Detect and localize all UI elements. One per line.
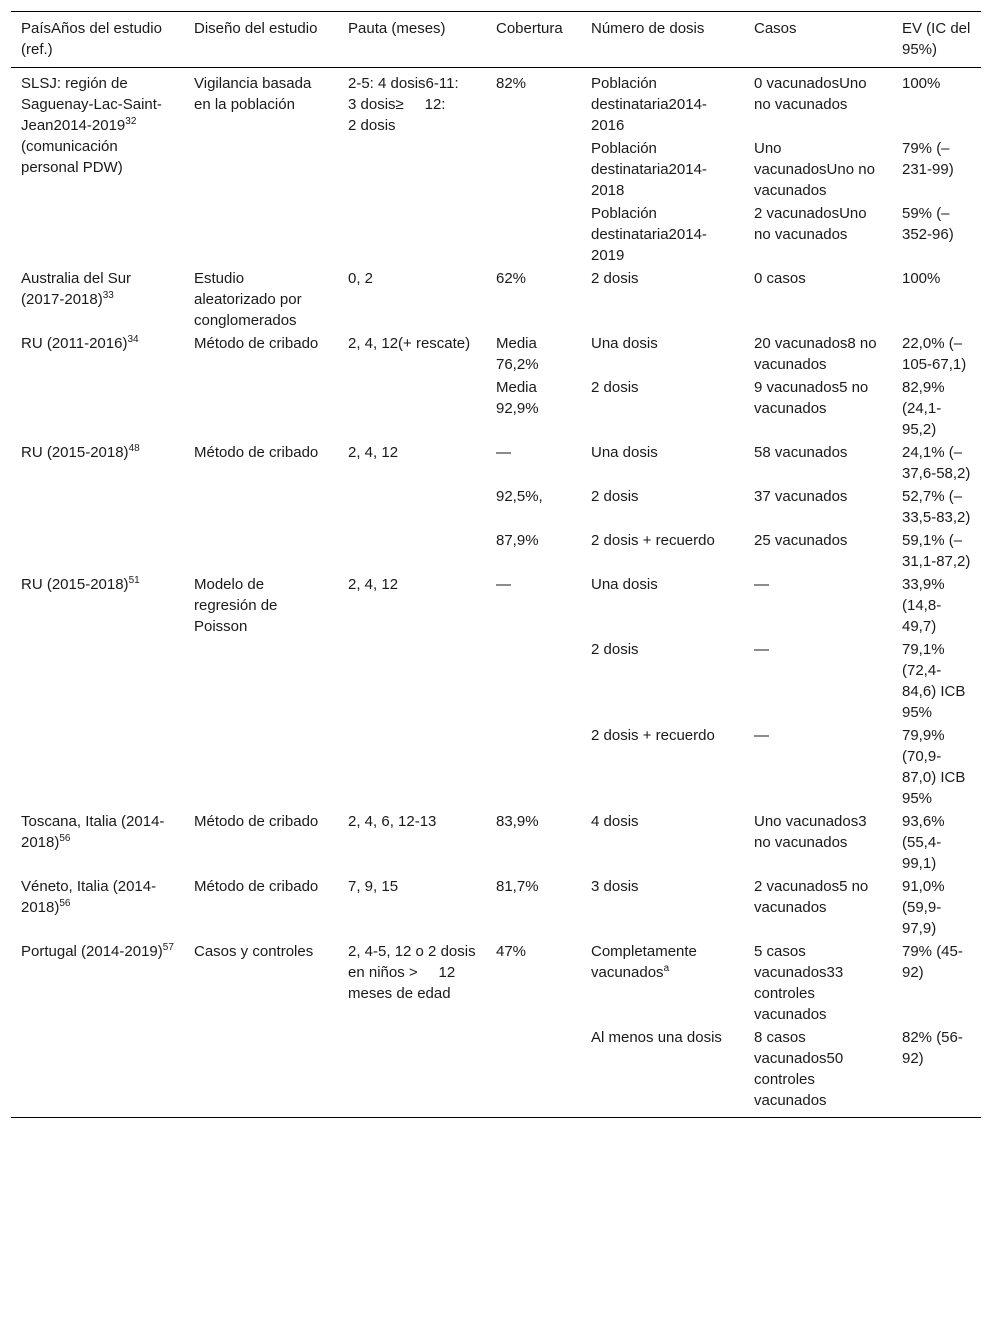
- header-doses: Número de dosis: [591, 20, 705, 37]
- coverage-cell: 92,5%,: [496, 488, 543, 505]
- cases-cell: —: [754, 727, 769, 744]
- cases-cell: 2 vacunados5 no vacunados: [754, 878, 869, 916]
- reference-number: 34: [127, 334, 139, 345]
- doses-text: Completamente vacunados: [591, 943, 697, 981]
- doses-cell: [581, 940, 744, 1026]
- doses-cell: Una dosis: [591, 444, 658, 461]
- reference-number: 48: [128, 443, 140, 454]
- doses-cell: 2 dosis: [591, 270, 639, 287]
- table-header-row: [11, 12, 981, 68]
- schedule-cell: [338, 68, 486, 268]
- design-cell: Método de cribado: [194, 813, 319, 830]
- design-cell: Modelo de regresión de Poisson: [194, 576, 278, 635]
- ev-cell: 100%: [902, 75, 941, 92]
- ev-cell: 91,0% (59,9-97,9): [902, 878, 945, 937]
- country-cell: [11, 332, 184, 441]
- cases-cell: 9 vacunados5 no vacunados: [754, 379, 869, 417]
- cases-cell: 8 casos vacunados50 controles vacunados: [754, 1029, 844, 1109]
- coverage-cell: —: [496, 576, 511, 593]
- schedule-cell: 2, 4-5, 12 o 2 dosis en niños > 12 meses de edad: [348, 943, 480, 1002]
- doses-cell: 2 dosis + recuerdo: [591, 532, 715, 549]
- schedule-cell: 2, 4, 12: [348, 576, 399, 593]
- footnote-marker: a: [663, 963, 670, 974]
- cases-cell: 2 vacunadosUno no vacunados: [754, 205, 867, 243]
- vaccine-effectiveness-table: [11, 11, 981, 1118]
- coverage-cell: 47%: [496, 943, 527, 960]
- table-row: [11, 940, 981, 1026]
- reference-number: 57: [162, 942, 174, 953]
- country-text: RU (2015-2018): [21, 576, 129, 593]
- country-cell: [11, 875, 184, 940]
- coverage-cell: Media 76,2%: [496, 335, 539, 373]
- table-row: [11, 332, 981, 376]
- cases-cell: Uno vacunadosUno no vacunados: [754, 140, 875, 199]
- reference-number: 32: [125, 116, 137, 127]
- coverage-cell: Media 92,9%: [496, 379, 539, 417]
- cases-cell: 0 casos: [754, 270, 806, 287]
- design-cell: Casos y controles: [194, 943, 314, 960]
- header-cases: Casos: [754, 20, 797, 37]
- ev-cell: 22,0% (–105-67,1): [902, 335, 967, 373]
- table-row: [11, 267, 981, 332]
- design-cell: Método de cribado: [194, 335, 319, 352]
- doses-cell: 4 dosis: [591, 813, 639, 830]
- cases-cell: 37 vacunados: [754, 488, 848, 505]
- coverage-cell: 82%: [496, 75, 527, 92]
- cases-cell: 58 vacunados: [754, 444, 848, 461]
- reference-number: 51: [128, 575, 140, 586]
- cases-cell: —: [754, 576, 769, 593]
- doses-cell: 2 dosis: [591, 379, 639, 396]
- schedule-line: 2-5: 4 dosis6-11:: [348, 75, 459, 92]
- doses-cell: Población destinataria2014-2018: [591, 140, 707, 199]
- table-row: [11, 875, 981, 940]
- schedule-line: 3 dosis≥ 12:: [348, 96, 446, 113]
- country-text: Australia del Sur (2017-2018): [21, 270, 132, 308]
- cases-cell: —: [754, 641, 769, 658]
- ev-cell: 59% (–352-96): [902, 205, 954, 243]
- design-cell: Método de cribado: [194, 878, 319, 895]
- schedule-cell: 2, 4, 6, 12-13: [348, 813, 437, 830]
- doses-cell: 2 dosis + recuerdo: [591, 727, 715, 744]
- ev-cell: 93,6% (55,4-99,1): [902, 813, 945, 872]
- header-coverage: Cobertura: [496, 20, 563, 37]
- country-text: RU (2011-2016): [21, 335, 128, 352]
- design-cell: Método de cribado: [194, 444, 319, 461]
- schedule-cell: 0, 2: [348, 270, 374, 287]
- efficacy-table-container: [11, 11, 981, 1118]
- design-cell: Estudio aleatorizado por conglomerados: [194, 270, 302, 329]
- coverage-cell: 81,7%: [496, 878, 539, 895]
- country-cell: [11, 267, 184, 332]
- ev-cell: 82,9% (24,1-95,2): [902, 379, 945, 438]
- ev-cell: 79% (–231-99): [902, 140, 954, 178]
- schedule-line: 2 dosis: [348, 117, 396, 134]
- ev-cell: 59,1% (–31,1-87,2): [902, 532, 971, 570]
- cases-cell: 0 vacunadosUno no vacunados: [754, 75, 867, 113]
- reference-number: 56: [59, 898, 71, 909]
- country-text: Véneto, Italia (2014-2018): [21, 878, 157, 916]
- ev-cell: 33,9% (14,8-49,7): [902, 576, 945, 635]
- ev-cell: 82% (56-92): [902, 1029, 963, 1067]
- country-text: RU (2015-2018): [21, 444, 129, 461]
- coverage-cell: 83,9%: [496, 813, 539, 830]
- header-country: PaísAños del estudio (ref.): [21, 20, 162, 58]
- coverage-cell: —: [496, 444, 511, 461]
- cases-cell: 5 casos vacunados33 controles vacunados: [754, 943, 844, 1023]
- country-cell: [11, 940, 184, 1118]
- schedule-cell: 2, 4, 12: [348, 444, 399, 461]
- ev-cell: 100%: [902, 270, 941, 287]
- coverage-cell: 87,9%: [496, 532, 539, 549]
- table-row: [11, 810, 981, 875]
- cases-cell: Uno vacunados3 no vacunados: [754, 813, 867, 851]
- schedule-cell: 2, 4, 12(+ rescate): [348, 335, 471, 352]
- doses-cell: Una dosis: [591, 576, 658, 593]
- design-cell: Vigilancia basada en la población: [194, 75, 312, 113]
- header-design: Diseño del estudio: [194, 20, 318, 37]
- doses-cell: 2 dosis: [591, 488, 639, 505]
- doses-cell: Al menos una dosis: [591, 1029, 722, 1046]
- reference-number: 33: [102, 290, 114, 301]
- doses-cell: Población destinataria2014-2016: [591, 75, 707, 134]
- ev-cell: 79,9% (70,9-87,0) ICB 95%: [902, 727, 966, 807]
- country-cell: [11, 68, 184, 268]
- ev-cell: 52,7% (–33,5-83,2): [902, 488, 971, 526]
- doses-cell: 2 dosis: [591, 641, 639, 658]
- doses-cell: Una dosis: [591, 335, 658, 352]
- country-cell: [11, 573, 184, 810]
- doses-cell: Población destinataria2014-2019: [591, 205, 707, 264]
- country-text: SLSJ: región de Saguenay-Lac-Saint-Jean2014-2019: [21, 75, 162, 134]
- country-cell: [11, 441, 184, 573]
- header-ev: EV (IC del 95%): [902, 20, 971, 58]
- table-row: [11, 441, 981, 485]
- coverage-cell: 62%: [496, 270, 527, 287]
- ev-cell: 79% (45-92): [902, 943, 963, 981]
- doses-cell: 3 dosis: [591, 878, 639, 895]
- country-text: Toscana, Italia (2014-2018): [21, 813, 165, 851]
- country-note: (comunicación personal PDW): [21, 138, 123, 176]
- country-text: Portugal (2014-2019): [21, 943, 163, 960]
- ev-cell: 24,1% (–37,6-58,2): [902, 444, 971, 482]
- schedule-cell: 7, 9, 15: [348, 878, 399, 895]
- cases-cell: 25 vacunados: [754, 532, 848, 549]
- reference-number: 56: [59, 833, 71, 844]
- table-row: [11, 573, 981, 638]
- cases-cell: 20 vacunados8 no vacunados: [754, 335, 877, 373]
- table-row: [11, 68, 981, 138]
- ev-cell: 79,1% (72,4-84,6) ICB 95%: [902, 641, 966, 721]
- header-schedule: Pauta (meses): [348, 20, 446, 37]
- country-cell: [11, 810, 184, 875]
